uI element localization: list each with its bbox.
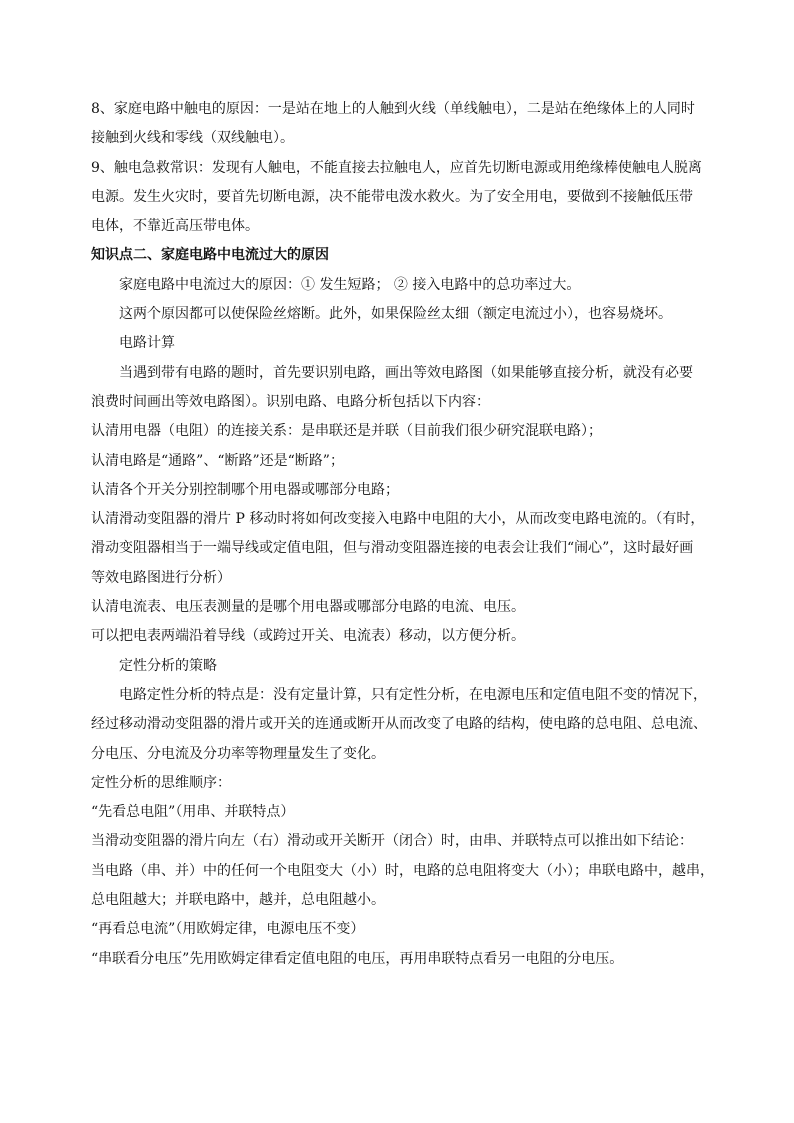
- text-line: 认清滑动变阻器的滑片 P 移动时将如何改变接入电路中电阻的大小，从而改变电路电流的。（有时，: [91, 511, 705, 528]
- text-line: 滑动变阻器相当于一端导线或定值电阻，但与滑动变阻器连接的电表会让我们“闹心”，这时最好画: [91, 540, 694, 557]
- text-line: 电体，不靠近高压带电体。: [91, 218, 259, 235]
- text-line: “先看总电阻”（用串、并联特点）: [91, 804, 295, 821]
- text-line: 当遇到带有电路的题时，首先要识别电路，画出等效电路图（如果能够直接分析，就没有必要: [119, 364, 693, 381]
- text-line: 这两个原因都可以使保险丝熔断。此外，如果保险丝太细（额定电流过小），也容易烧坏。: [119, 306, 672, 323]
- text-line: 经过移动滑动变阻器的滑片或开关的连通或断开从而改变了电路的结构，使电路的总电阻、总电流、: [91, 716, 707, 733]
- text-line: 定性分析的策略: [119, 657, 217, 674]
- text-line: 当电路（串、并）中的任何一个电阻变大（小）时，电路的总电阻将变大（小）；串联电路中，越串，: [91, 862, 714, 879]
- text-line: 总电阻越大；并联电路中，越并，总电阻越小。: [91, 892, 385, 909]
- text-line: 家庭电路中电流过大的原因：① 发生短路； ② 接入电路中的总功率过大。: [119, 276, 581, 293]
- text-line: “串联看分电压”先用欧姆定律看定值电阻的电压，再用串联特点看另一电阻的分电压。: [91, 950, 624, 967]
- text-line: 等效电路图进行分析）: [91, 569, 231, 586]
- text-line: 认清电流表、电压表测量的是哪个用电器或哪部分电路的电流、电压。: [91, 599, 525, 616]
- text-line: 认清用电器（电阻）的连接关系：是串联还是并联（目前我们很少研究混联电路）；: [91, 423, 602, 440]
- text-line: 认清电路是“通路”、“断路”还是“断路”；: [91, 452, 344, 469]
- text-line: 当滑动变阻器的滑片向左（右）滑动或开关断开（闭合）时，由串、并联特点可以推出如下结论：: [91, 833, 693, 850]
- text-line: 电路计算: [119, 335, 175, 352]
- text-line: 电路定性分析的特点是：没有定量计算，只有定性分析，在电源电压和定值电阻不变的情况下，: [119, 686, 707, 703]
- text-line: 9、触电急救常识：发现有人触电，不能直接去拉触电人，应首先切断电源或用绝缘棒使触电人脱离: [91, 159, 702, 176]
- text-line: 分电压、分电流及分功率等物理量发生了变化。: [91, 745, 385, 762]
- text-line: 电源。发生火灾时，要首先切断电源，决不能带电泼水救火。为了安全用电，要做到不接触低压带: [91, 188, 693, 205]
- text-line: 定性分析的思维顺序：: [91, 774, 231, 791]
- section-heading: 知识点二、家庭电路中电流过大的原因: [91, 247, 329, 264]
- text-line: “再看总电流”（用欧姆定律，电源电压不变）: [91, 921, 365, 938]
- text-line: 接触到火线和零线（双线触电）。: [91, 130, 294, 147]
- text-line: 浪费时间画出等效电路图）。识别电路、电路分析包括以下内容：: [91, 393, 490, 410]
- text-line: 可以把电表两端沿着导线（或跨过开关、电流表）移动，以方便分析。: [91, 628, 525, 645]
- text-line: 8、家庭电路中触电的原因：一是站在地上的人触到火线（单线触电），二是站在绝缘体上的人同时: [91, 101, 695, 117]
- text-line: 认清各个开关分别控制哪个用电器或哪部分电路；: [91, 481, 399, 498]
